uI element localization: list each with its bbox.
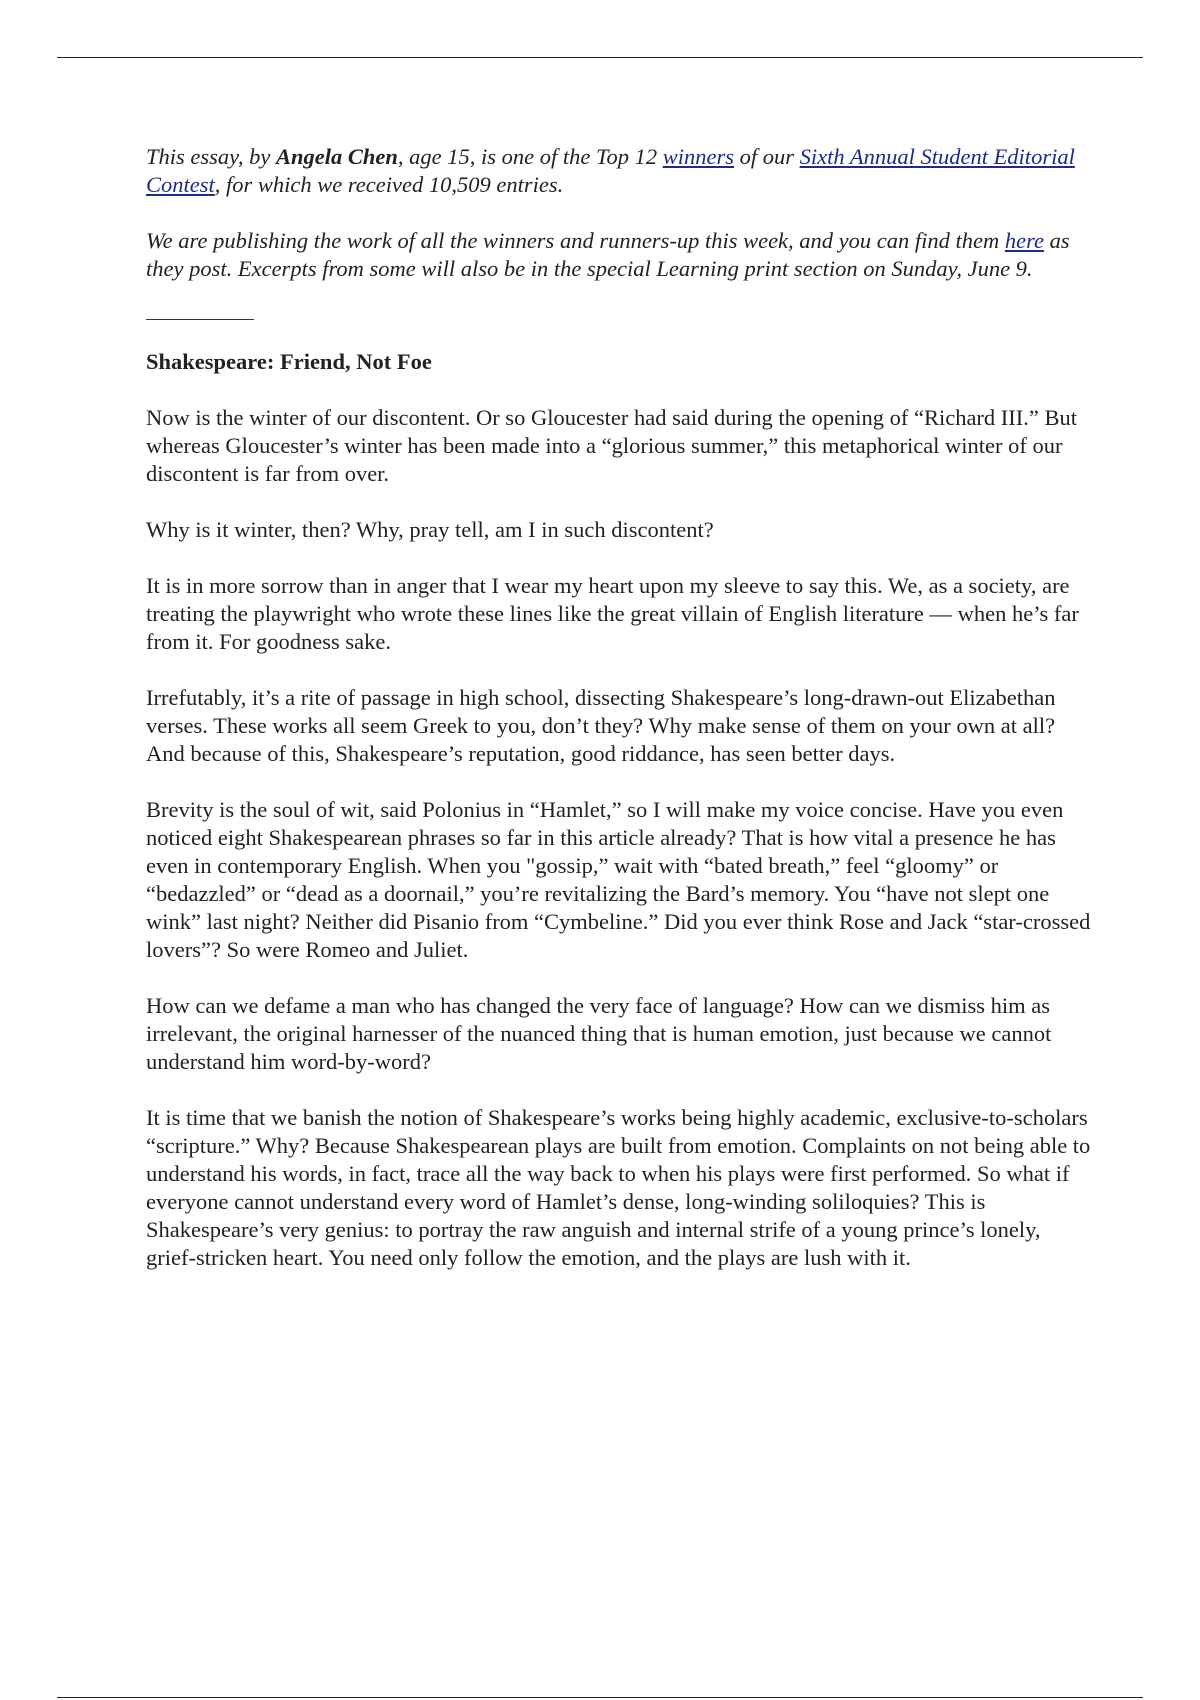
intro-text-d: , for which we received 10,509 entries. bbox=[214, 172, 564, 197]
winners-link[interactable]: winners bbox=[662, 144, 734, 169]
intro-paragraph-1 bbox=[146, 143, 1092, 199]
essay-paragraph: It is time that we banish the notion of Shakespeare’s works being highly academic, exclusive-to-scholars “scripture.” Why? Because Shakespearean plays are built from emotion. Complaints on not being able to understand his words, in fact, trace all the way back to when his plays were first performed. So what if everyone cannot understand every word of Hamlet’s dense, long-winding soliloquies? This is Shakespeare’s very genius: to portray the raw anguish and internal strife of a young prince’s lonely, grief-stricken heart. You need only follow the emotion, and the plays are lush with it. bbox=[146, 1105, 1091, 1270]
top-rule bbox=[57, 57, 1143, 58]
essay-paragraph: How can we defame a man who has changed the very face of language? How can we dismiss him as irrelevant, the original harnesser of the nuanced thing that is human emotion, just because we cannot understand him word-by-word? bbox=[146, 993, 1052, 1074]
intro-text-c: of our bbox=[733, 144, 800, 169]
contest-link[interactable]: Sixth Annual Student Editorial Contest bbox=[146, 144, 1075, 197]
essay-paragraph: Brevity is the soul of wit, said Polonius in “Hamlet,” so I will make my voice concise. Have you even noticed eight Shakespearean phrases so far in this article already? That is how vital a presence he has even in contemporary English. When you "gossip,” wait with “bated breath,” feel “gloomy” or “bedazzled” or “dead as a doornail,” you’re revitalizing the Bard’s memory. You “have not slept one wink” last night? Neither did Pisanio from “Cymbeline.” Did you ever think Rose and Jack “star-crossed lovers”? So were Romeo and Juliet. bbox=[146, 797, 1091, 962]
intro-text-e: We are publishing the work of all the winners and runners-up this week, and you can find them bbox=[146, 228, 1005, 253]
section-divider bbox=[146, 319, 254, 320]
here-link[interactable]: here bbox=[1004, 228, 1045, 253]
intro-text-f: as they post. Excerpts from some will also be in the special Learning print section on Sunday, June 9. bbox=[146, 228, 1070, 281]
essay-paragraph: It is in more sorrow than in anger that I wear my heart upon my sleeve to say this. We, as a society, are treating the playwright who wrote these lines like the great villain of English literature — when he’s far from it. For goodness sake. bbox=[146, 573, 1079, 654]
author-name: Angela Chen bbox=[276, 144, 398, 169]
essay-paragraph: Now is the winter of our discontent. Or so Gloucester had said during the opening of “Richard III.” But whereas Gloucester’s winter has been made into a “glorious summer,” this metaphorical winter of our discontent is far from over. bbox=[146, 405, 1078, 486]
bottom-rule bbox=[57, 1697, 1143, 1698]
essay-paragraph: Irrefutably, it’s a rite of passage in high school, dissecting Shakespeare’s long-drawn-out Elizabethan verses. These works all seem Greek to you, don’t they? Why make sense of them on your own at all? And because of this, Shakespeare’s reputation, good riddance, has seen better days. bbox=[146, 685, 1056, 766]
intro-text-a: This essay, by bbox=[146, 144, 277, 169]
essay-paragraph: Why is it winter, then? Why, pray tell, am I in such discontent? bbox=[146, 517, 714, 542]
essay-title: Shakespeare: Friend, Not Foe bbox=[146, 349, 432, 374]
article-content bbox=[146, 143, 1092, 1300]
intro-paragraph-2 bbox=[146, 227, 1092, 283]
intro-text-b: , age 15, is one of the Top 12 bbox=[397, 144, 663, 169]
